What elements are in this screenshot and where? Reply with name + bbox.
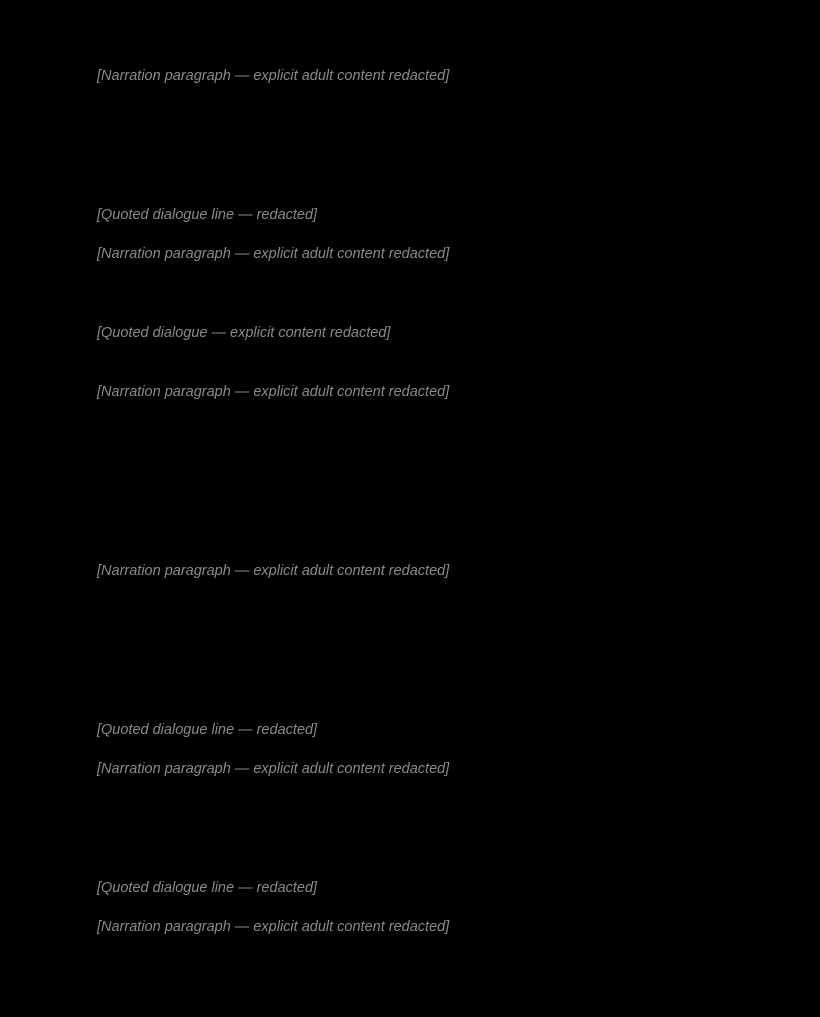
narration-paragraph: [Narration paragraph — explicit adult content redacted] [97, 761, 450, 777]
narration-paragraph: [Narration paragraph — explicit adult content redacted] [97, 563, 450, 579]
narration-paragraph: [Narration paragraph — explicit adult content redacted] [97, 68, 450, 84]
dialogue-paragraph: [Quoted dialogue line — redacted] [97, 880, 318, 896]
narration-paragraph: [Narration paragraph — explicit adult content redacted] [97, 246, 450, 262]
dialogue-paragraph: [Quoted dialogue line — redacted] [97, 722, 318, 738]
narration-paragraph: [Narration paragraph — explicit adult content redacted] [97, 919, 450, 935]
dialogue-paragraph: [Quoted dialogue line — redacted] [97, 207, 318, 223]
paragraph-container [97, 66, 735, 1017]
narration-paragraph: [Narration paragraph — explicit adult content redacted] [97, 384, 450, 400]
dialogue-paragraph: [Quoted dialogue — explicit content redacted] [97, 325, 391, 341]
